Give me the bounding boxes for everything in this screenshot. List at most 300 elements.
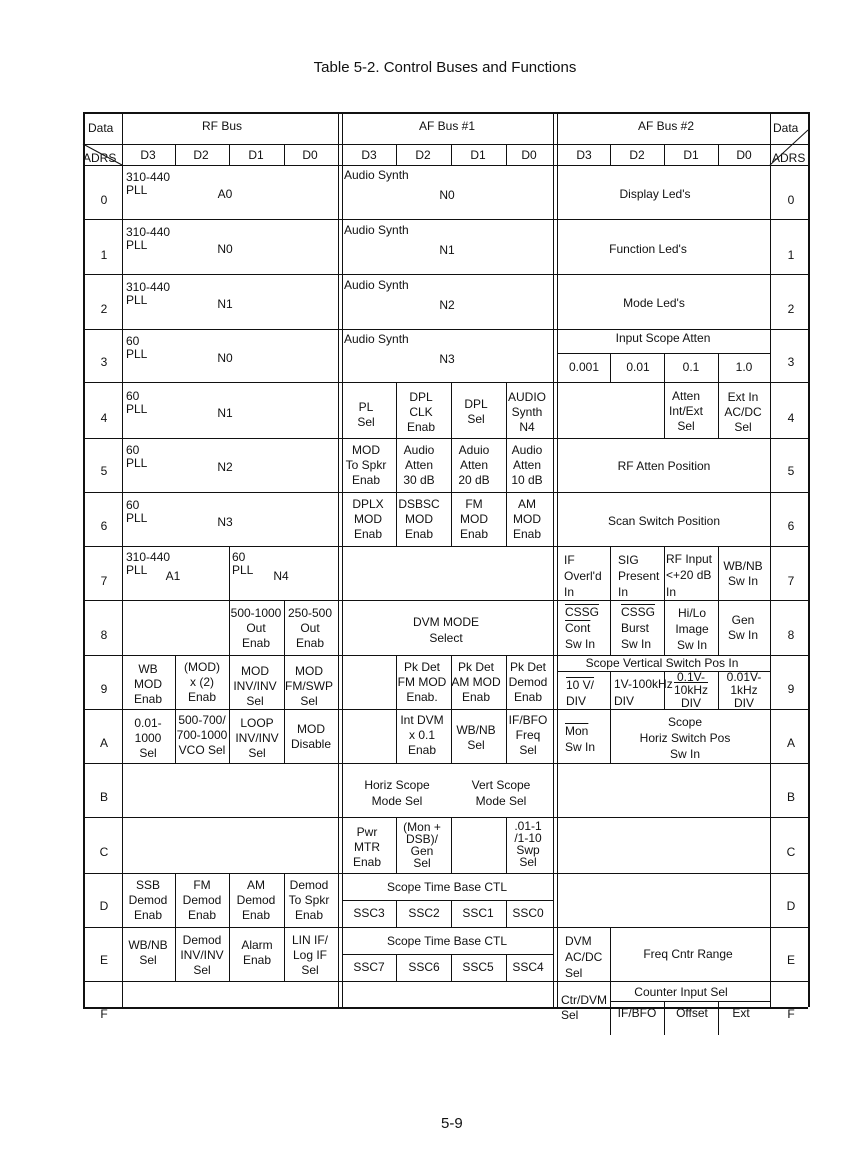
rf-cell: Demod — [128, 893, 168, 907]
rf-cell: FM — [193, 878, 211, 892]
af1-cell: DPL — [409, 390, 433, 404]
af1-cell: DSBSC — [398, 497, 440, 511]
rule-h — [83, 438, 808, 439]
rf-cell: Enab — [133, 692, 163, 706]
af1-scope-time-base: Scope Time Base CTL — [386, 934, 508, 948]
address-left: E — [99, 953, 109, 967]
rule-v — [229, 927, 230, 981]
rule-v — [396, 709, 397, 763]
af2-freq-cntr-range: Freq Cntr Range — [643, 947, 733, 961]
address-left: F — [100, 1007, 108, 1021]
address-left: B — [99, 790, 109, 804]
rf-cell: Log IF — [292, 948, 328, 962]
af2-cell: AC/DC — [724, 405, 762, 419]
rule-v — [506, 655, 507, 709]
rf-cell: 0.01- — [134, 716, 162, 730]
rf-cell: VCO Sel — [178, 743, 226, 757]
af1-cell: Aduio — [458, 443, 490, 457]
address-right: 7 — [787, 574, 795, 588]
address-left: 8 — [100, 628, 108, 642]
af2-cell: SIG — [618, 553, 639, 567]
rf-register: N0 — [217, 351, 233, 365]
rule-v — [610, 353, 611, 382]
af2-cell: Gen — [731, 613, 755, 627]
af2-cell: Overl'd — [564, 569, 602, 583]
af1-cell: Audio — [511, 443, 543, 457]
rule-v — [451, 492, 452, 546]
header-bit-d0: D0 — [521, 148, 537, 162]
af2-cell: CSSG — [621, 605, 656, 619]
af2-cell: Ctr/DVM — [561, 993, 607, 1007]
rule-h — [83, 600, 808, 601]
af1-cell: AUDIO — [507, 390, 547, 404]
rf-cell: Demod — [182, 933, 222, 947]
rule-v — [610, 671, 611, 709]
rf-cell: INV/INV — [235, 731, 279, 745]
rf-cell: FM/SWP — [285, 679, 333, 693]
rule-v — [506, 492, 507, 546]
rf-pll: PLL — [126, 183, 148, 197]
rf-cell: Sel — [300, 694, 318, 708]
rf-register: A0 — [217, 187, 233, 201]
af1-cell: Enab — [406, 420, 436, 434]
af2-cell: Sw In — [727, 628, 759, 642]
rule-v — [664, 546, 665, 600]
rf-register: N1 — [217, 406, 233, 420]
af2-cell: 0.01V- — [726, 670, 762, 684]
af2-cell: CSSG — [565, 605, 600, 619]
rule-h — [83, 274, 808, 275]
af1-audio-synth: Audio Synth — [344, 332, 409, 346]
af1-cell: Enab — [352, 855, 382, 869]
af2-cell: DIV — [566, 694, 587, 708]
rule-v — [396, 438, 397, 492]
rf-pll: PLL — [126, 238, 148, 252]
rule-v — [396, 900, 397, 927]
af2-cell: Sw In — [621, 637, 652, 651]
af2-cell: 1V-100kHz — [614, 677, 673, 691]
rf-cell: Out — [300, 621, 320, 635]
af1-cell: Enab — [512, 527, 542, 541]
rf-cell: Out — [246, 621, 266, 635]
af2-cell: 0.1V- — [676, 670, 706, 684]
rf-cell: Sel — [248, 746, 266, 760]
rule-h — [83, 763, 808, 764]
af1-cell: 10 dB — [511, 473, 543, 487]
af1-cell: WB/NB — [456, 723, 496, 737]
address-left: 2 — [100, 302, 108, 316]
rf-register: N2 — [217, 460, 233, 474]
rf-cell: Enab — [295, 636, 325, 650]
rule-v — [396, 382, 397, 438]
af1-cell: 20 dB — [458, 473, 490, 487]
af1-audio-synth: Audio Synth — [344, 278, 409, 292]
page-number: 5-9 — [441, 1115, 463, 1132]
af2-cell: <+20 dB — [666, 568, 712, 582]
af1-vert-scope: Mode Sel — [475, 794, 527, 808]
af2-counter-cell: Offset — [676, 1006, 708, 1020]
rule-v — [664, 353, 665, 382]
af2-cell: Sw In — [565, 740, 596, 754]
rule-v — [396, 817, 397, 873]
header-data-left: Data — [88, 121, 114, 135]
af2-scan-switch-position: Scan Switch Position — [607, 514, 721, 528]
af1-ssc-cell: SSC2 — [408, 906, 440, 920]
header-bit-d1: D1 — [683, 148, 699, 162]
address-left: 1 — [100, 248, 108, 262]
af1-cell: Sel — [467, 738, 485, 752]
af1-cell: PL — [358, 400, 374, 414]
address-right: 3 — [787, 355, 795, 369]
rule-h — [83, 817, 808, 818]
rule-v — [506, 954, 507, 981]
af2-cell: DIV — [680, 696, 702, 710]
af1-cell: DPLX — [352, 497, 384, 511]
address-right: 6 — [787, 519, 795, 533]
address-left: A — [99, 736, 109, 750]
af1-cell: Enab — [407, 743, 437, 757]
af1-cell: Enab — [459, 527, 489, 541]
af1-cell: Sel — [519, 743, 537, 757]
rule-h — [83, 219, 808, 220]
rule-v — [451, 954, 452, 981]
header-bit-d2: D2 — [629, 148, 645, 162]
address-left: 0 — [100, 193, 108, 207]
rule-v — [451, 900, 452, 927]
rf-cell: WB — [138, 662, 158, 676]
rule-v — [506, 438, 507, 492]
af2-cell: Sel — [677, 419, 695, 433]
af1-ssc-cell: SSC1 — [462, 906, 494, 920]
af1-dvm-select: Select — [429, 631, 463, 645]
af2-scope-vertical: Scope Vertical Switch Pos In — [585, 656, 739, 670]
af1-cell: MOD — [352, 443, 380, 457]
rf-cell: LOOP — [240, 716, 274, 730]
af1-cell: Synth — [511, 405, 543, 419]
rf-cell: INV/INV — [180, 948, 224, 962]
af2-cell: AC/DC — [565, 950, 603, 964]
rule-v — [396, 954, 397, 981]
rule-h — [342, 900, 553, 901]
header-bit-d3: D3 — [576, 148, 592, 162]
af1-cell: (Mon + — [403, 820, 441, 834]
af2-atten-cell: 0.001 — [568, 360, 600, 374]
rf-cell: AM — [247, 878, 265, 892]
rf-range: 60 — [126, 443, 140, 457]
af2-counter-cell: Ext — [732, 1006, 750, 1020]
rf-cell: Alarm — [241, 938, 273, 952]
address-right: 2 — [787, 302, 795, 316]
address-right: B — [786, 790, 796, 804]
af2-cell: Image — [675, 622, 709, 636]
rule-v — [610, 981, 611, 1035]
af2-rf-atten-position: RF Atten Position — [617, 459, 711, 473]
rf-cell: 1000 — [134, 731, 162, 745]
rf-cell: WB/NB — [128, 938, 168, 952]
af1-cell: x 0.1 — [408, 728, 436, 742]
af1-cell: Swp — [516, 843, 540, 857]
af2-cell: Sw In — [727, 574, 759, 588]
af1-register: N2 — [439, 298, 455, 312]
af1-vert-scope: Vert Scope — [471, 778, 531, 792]
af2-scope-horiz: Horiz Switch Pos — [639, 731, 731, 745]
header-bit-d1: D1 — [470, 148, 486, 162]
af1-ssc-cell: SSC3 — [353, 906, 385, 920]
rule-v — [610, 709, 611, 763]
rf-range: 60 — [126, 389, 140, 403]
rf-cell: MOD — [297, 722, 325, 736]
af2-cell: 10kHz — [673, 683, 709, 697]
rule-v — [664, 600, 665, 655]
af1-cell: Gen — [410, 844, 434, 858]
af2-cell: Burst — [621, 621, 650, 635]
address-right: D — [786, 899, 796, 913]
rf-cell: Enab — [242, 953, 272, 967]
rule-v — [229, 709, 230, 763]
af2-atten-cell: 0.01 — [626, 360, 650, 374]
rf-register: N1 — [217, 297, 233, 311]
rf-pll: PLL — [126, 456, 148, 470]
af1-cell: Pwr — [356, 825, 378, 839]
rule-h — [83, 927, 808, 928]
rf-cell: x (2) — [190, 675, 214, 689]
af1-cell: MOD — [405, 512, 433, 526]
rule-h — [83, 492, 808, 493]
header-af-bus-1: AF Bus #1 — [418, 119, 476, 133]
af1-cell: AM MOD — [451, 675, 501, 689]
af2-cell: 1kHz — [730, 683, 758, 697]
rf-cell: Demod — [289, 878, 329, 892]
rf-cell: 500-1000 — [230, 606, 282, 620]
address-right: 4 — [787, 411, 795, 425]
af2-cell: In — [564, 585, 575, 599]
af2-cell: Sw In — [565, 637, 596, 651]
rule-v — [451, 438, 452, 492]
rule-v — [396, 492, 397, 546]
af1-ssc-cell: SSC4 — [512, 960, 544, 974]
address-right: 1 — [787, 248, 795, 262]
rf-pll: PLL — [126, 293, 148, 307]
address-right: A — [786, 736, 796, 750]
header-bit-d0: D0 — [302, 148, 318, 162]
rf-cell: Enab — [241, 908, 271, 922]
rf-cell: Enab — [187, 690, 217, 704]
rule-v — [229, 546, 230, 600]
header-rf-bus: RF Bus — [201, 119, 243, 133]
af2-cell: Present — [618, 569, 660, 583]
rf-cell: SSB — [135, 878, 161, 892]
rf-cell: Demod — [182, 893, 222, 907]
rf-cell: LIN IF/ — [291, 933, 329, 947]
af1-cell: Audio — [403, 443, 435, 457]
rf-cell: Sel — [139, 746, 157, 760]
rf-range: 60 — [126, 334, 140, 348]
rf-range: 310-440 — [126, 280, 171, 294]
rf-range: 310-440 — [126, 550, 171, 564]
af1-cell: Sel — [519, 855, 537, 869]
rule-v — [506, 382, 507, 438]
rule-h — [610, 1001, 770, 1002]
af1-cell: Int DVM — [400, 713, 444, 727]
address-left: 7 — [100, 574, 108, 588]
address-right: 8 — [787, 628, 795, 642]
rule-v — [284, 873, 285, 927]
address-left: 3 — [100, 355, 108, 369]
af2-counter-cell: IF/BFO — [617, 1006, 657, 1020]
rule-h — [83, 546, 808, 547]
rf-cell: 500-700/ — [178, 713, 226, 727]
af2-cell: Atten — [671, 389, 701, 403]
af1-register: N1 — [439, 243, 455, 257]
af1-cell: Pk Det — [403, 660, 441, 674]
af2-mode-leds: Mode Led's — [623, 296, 685, 310]
af2-cell: Sw In — [676, 638, 708, 652]
rf-range: 310-440 — [126, 170, 171, 184]
rule-v — [175, 927, 176, 981]
af2-cell: WB/NB — [723, 559, 763, 573]
rule-v — [664, 1001, 665, 1035]
af2-cell: In — [618, 585, 629, 599]
af1-audio-synth: Audio Synth — [344, 223, 409, 237]
rule-v — [506, 709, 507, 763]
address-left: 5 — [100, 464, 108, 478]
rf-register: A1 — [165, 569, 181, 583]
address-left: 6 — [100, 519, 108, 533]
rule-h — [342, 954, 553, 955]
af1-ssc-cell: SSC6 — [408, 960, 440, 974]
address-left: 4 — [100, 411, 108, 425]
af1-register: N3 — [439, 352, 455, 366]
af2-atten-cell: 1.0 — [735, 360, 753, 374]
rf-register: N3 — [217, 515, 233, 529]
rule-v — [718, 353, 719, 382]
af1-cell: Enab — [404, 527, 434, 541]
af1-ssc-cell: SSC0 — [512, 906, 544, 920]
af2-cell: Sel — [561, 1008, 579, 1022]
rule-v — [610, 600, 611, 655]
af1-cell: Sel — [357, 415, 375, 429]
address-right: 5 — [787, 464, 795, 478]
header-bit-d2: D2 — [193, 148, 209, 162]
af2-atten-cell: 0.1 — [682, 360, 700, 374]
rf-cell: Sel — [301, 963, 319, 977]
rf-pll: PLL — [126, 402, 148, 416]
af1-cell: To Spkr — [345, 458, 387, 472]
rf-pll: PLL — [126, 511, 148, 525]
af2-cell: Ext In — [727, 390, 759, 404]
rule-v — [451, 709, 452, 763]
address-left: 9 — [100, 682, 108, 696]
af2-scope-horiz: Sw In — [669, 747, 701, 761]
rf-cell: Sel — [139, 953, 157, 967]
af1-register: N0 — [439, 188, 455, 202]
rf-cell: Enab — [187, 908, 217, 922]
rf-range: 60 — [126, 498, 140, 512]
af2-cell: DIV — [733, 696, 755, 710]
af1-cell: MOD — [354, 512, 382, 526]
header-bit-d0: D0 — [736, 148, 752, 162]
af1-cell: /1-10 — [514, 831, 542, 845]
rule-h — [83, 873, 808, 874]
rf-cell: Enab — [133, 908, 163, 922]
af1-cell: MTR — [354, 840, 380, 854]
rule-v — [506, 817, 507, 873]
rf-cell: INV/INV — [233, 679, 277, 693]
af1-cell: Sel — [467, 412, 485, 426]
rule-v — [284, 927, 285, 981]
af2-cell: In — [666, 585, 677, 599]
rf-cell: 700-1000 — [176, 728, 228, 742]
af1-cell: Sel — [413, 856, 431, 870]
rf-cell: MOD — [295, 664, 323, 678]
af1-cell: Pk Det — [457, 660, 495, 674]
af1-horiz-scope: Mode Sel — [371, 794, 423, 808]
address-right: 9 — [787, 682, 795, 696]
rf-range: 60 — [232, 550, 246, 564]
rf-cell: Sel — [193, 963, 211, 977]
af2-cell: DVM — [565, 934, 592, 948]
rule-v — [610, 927, 611, 981]
rf-register: N4 — [273, 569, 289, 583]
af1-cell: MOD — [513, 512, 541, 526]
af2-cell: IF — [564, 553, 575, 567]
af2-input-scope-atten: Input Scope Atten — [615, 331, 711, 345]
rule-v — [229, 873, 230, 927]
af1-cell: Enab — [353, 527, 383, 541]
af1-cell: Enab — [351, 473, 381, 487]
af1-cell: Enab. — [406, 690, 438, 704]
rule-v — [718, 546, 719, 600]
address-left: D — [99, 899, 109, 913]
address-right: E — [786, 953, 796, 967]
rule-v — [664, 382, 665, 438]
rf-cell: (MOD) — [184, 660, 220, 674]
rf-cell: Disable — [290, 737, 332, 751]
af2-function-leds: Function Led's — [609, 242, 687, 256]
rule-v — [718, 382, 719, 438]
header-adrs-left: ADRS — [83, 151, 117, 165]
rf-cell: Demod — [236, 893, 276, 907]
address-right: 0 — [787, 193, 795, 207]
af1-cell: Atten — [404, 458, 434, 472]
af1-cell: FM — [465, 497, 483, 511]
af2-scope-horiz: Scope — [667, 715, 703, 729]
rf-range: 310-440 — [126, 225, 171, 239]
af2-cell: Int/Ext — [668, 404, 704, 418]
rule-v — [451, 382, 452, 438]
rf-pll: PLL — [126, 347, 148, 361]
af1-ssc-cell: SSC5 — [462, 960, 494, 974]
af1-cell: Atten — [512, 458, 542, 472]
af1-cell: DPL — [464, 397, 488, 411]
rf-cell: 250-500 — [287, 606, 333, 620]
af1-cell: FM MOD — [397, 675, 447, 689]
rule-h — [83, 981, 808, 982]
rf-cell: To Spkr — [288, 893, 330, 907]
address-left: C — [99, 845, 109, 859]
af1-audio-synth: Audio Synth — [344, 168, 409, 182]
af1-cell: Atten — [459, 458, 489, 472]
address-right: C — [786, 845, 796, 859]
af1-cell: Enab — [513, 690, 543, 704]
af1-cell: N4 — [519, 420, 535, 434]
af1-cell: Freq — [515, 728, 541, 742]
rule-v — [506, 900, 507, 927]
af2-counter-input-sel: Counter Input Sel — [634, 985, 728, 999]
rf-cell: MOD — [134, 677, 162, 691]
rf-pll: PLL — [126, 563, 148, 577]
af1-cell: DSB)/ — [405, 832, 439, 846]
